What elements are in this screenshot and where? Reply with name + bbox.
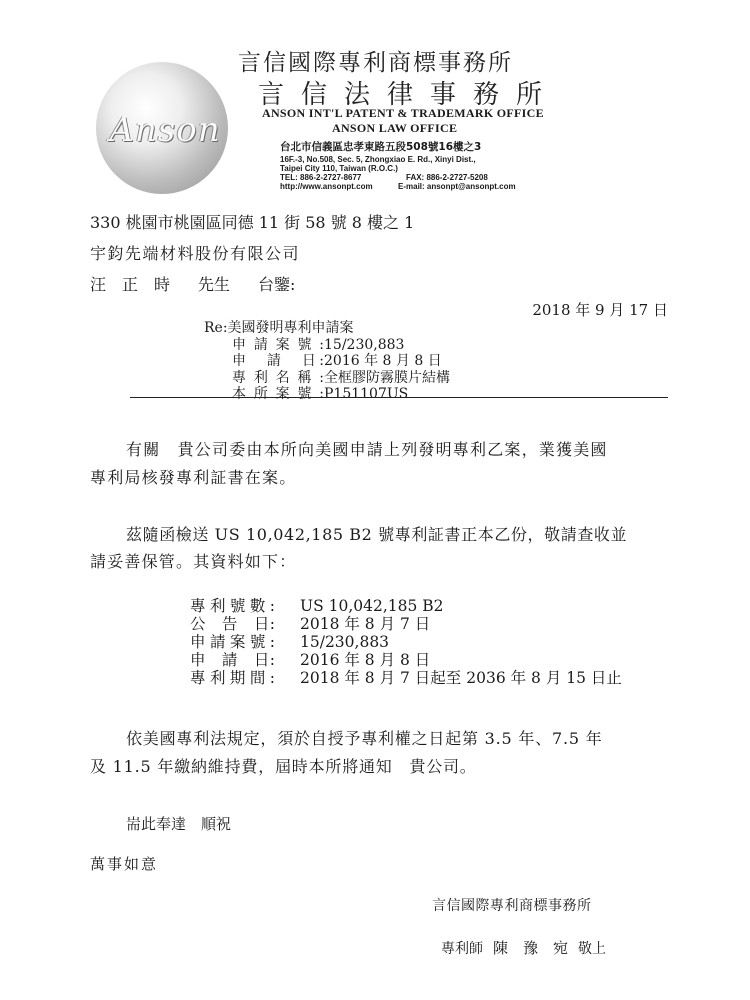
recipient-salutation: 台鑒: bbox=[258, 275, 296, 294]
reference-value: 2016 年 8 月 8 日 bbox=[324, 353, 442, 369]
reference-value: 15/230,883 bbox=[324, 336, 405, 353]
reference-label: 申請案號: bbox=[232, 336, 324, 353]
paragraph-1-line-1: 有關 貴公司委由本所向美國申請上列發明專利乙案，業獲美國 bbox=[126, 440, 608, 459]
law-office-en: ANSON LAW OFFICE bbox=[332, 121, 458, 135]
patent-info-value: US 10,042,185 B2 bbox=[300, 597, 444, 615]
firm-logo-text: Anson bbox=[109, 110, 221, 150]
patent-info-label: 公 告 日: bbox=[190, 615, 275, 633]
firm-name-cn: 言信國際專利商標事務所 bbox=[238, 50, 513, 76]
reference-row bbox=[232, 337, 450, 354]
firm-address-en-line2: Taipei City 110, Taiwan (R.O.C.) bbox=[280, 164, 398, 173]
paragraph-2-line-1: 茲隨函檢送 US 10,042,185 B2 號專利証書正本乙份，敬請查收並 bbox=[126, 525, 628, 544]
patent-info-row bbox=[190, 597, 622, 615]
reference-value: 全框膠防霧膜片結構 bbox=[324, 369, 450, 386]
recipient-address: 330 桃園市桃園區同德 11 街 58 號 8 樓之 1 bbox=[90, 213, 415, 232]
patent-info-value: 2016 年 8 月 8 日 bbox=[300, 651, 431, 669]
reference-label: 申 請 日: bbox=[232, 353, 324, 369]
recipient-company: 宇鈞先端材料股份有限公司 bbox=[90, 244, 301, 263]
paragraph-2-line-2: 請妥善保管。其資料如下： bbox=[90, 552, 297, 571]
reference-value: P151107US bbox=[324, 386, 409, 402]
reference-title: Re:美國發明專利申請案 bbox=[204, 320, 354, 336]
recipient-name-line bbox=[90, 272, 295, 295]
paragraph-3-line-1: 依美國專利法規定，須於自授予專利權之日起第 3.5 年、7.5 年 bbox=[126, 729, 603, 748]
patent-info-label: 申 請 日: bbox=[190, 651, 275, 669]
patent-info-label: 專利號數: bbox=[190, 597, 275, 615]
patent-info-row bbox=[190, 669, 622, 687]
patent-info-row bbox=[190, 615, 622, 633]
patent-info-value: 2018 年 8 月 7 日起至 2036 年 8 月 15 日止 bbox=[300, 669, 622, 687]
paragraph-1-line-2: 專利局核發專利証書在案。 bbox=[90, 468, 297, 487]
closing-line-2: 萬事如意 bbox=[90, 855, 159, 873]
firm-tel: TEL: 886-2-2727-8677 bbox=[280, 173, 362, 182]
law-office-cn: 言信法律事務所 bbox=[258, 80, 560, 110]
firm-signature: 言信國際專利商標事務所 bbox=[432, 898, 592, 914]
reference-row bbox=[232, 353, 450, 370]
patent-info-value: 15/230,883 bbox=[300, 633, 390, 651]
firm-website: http://www.ansonpt.com bbox=[280, 182, 373, 191]
agent-signature bbox=[441, 937, 606, 958]
closing-line-1: 耑此奉達 順祝 bbox=[126, 815, 232, 833]
patent-info-row bbox=[190, 633, 622, 651]
recipient-honorific: 先生 bbox=[198, 275, 231, 294]
patent-info-label: 專利期間: bbox=[190, 669, 275, 687]
patent-info-label: 申請案號: bbox=[190, 633, 275, 651]
firm-name-en: ANSON INT'L PATENT & TRADEMARK OFFICE bbox=[262, 106, 544, 120]
paragraph-3-line-2: 及 11.5 年繳納維持費，屆時本所將通知 貴公司。 bbox=[90, 757, 477, 776]
firm-fax: FAX: 886-2-2727-5208 bbox=[406, 173, 488, 182]
patent-info-block bbox=[190, 597, 622, 687]
letter-date: 2018 年 9 月 17 日 bbox=[532, 301, 668, 319]
patent-info-value: 2018 年 8 月 7 日 bbox=[300, 615, 431, 633]
agent-title: 專利師 bbox=[441, 941, 483, 957]
respectfully: 敬上 bbox=[578, 941, 607, 957]
reference-row bbox=[232, 370, 450, 387]
firm-email: E-mail: ansonpt@ansonpt.com bbox=[398, 182, 516, 191]
agent-name: 陳 豫 宛 bbox=[493, 939, 569, 957]
patent-info-row bbox=[190, 651, 622, 669]
reference-label: 專利名稱: bbox=[232, 369, 324, 386]
recipient-name: 汪 正 時 bbox=[90, 275, 171, 294]
reference-label: 本所案號: bbox=[232, 386, 324, 402]
reference-divider bbox=[130, 397, 668, 398]
firm-address-cn: 台北市信義區忠孝東路五段508號16樓之3 bbox=[280, 141, 482, 153]
reference-block bbox=[204, 320, 450, 403]
reference-row bbox=[232, 386, 450, 403]
firm-address-en-line1: 16F.-3, No.508, Sec. 5, Zhongxiao E. Rd., Xinyi Dist., bbox=[280, 155, 476, 164]
